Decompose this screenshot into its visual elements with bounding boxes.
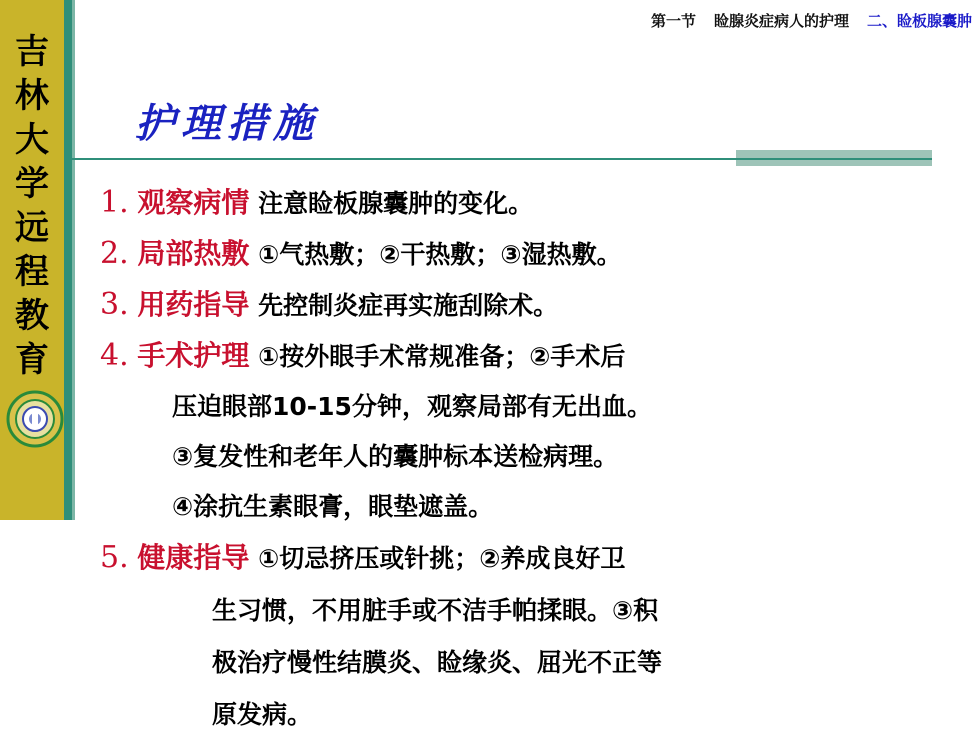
page-title: 护理措施 — [135, 100, 319, 147]
item-number: 3. — [100, 287, 129, 322]
sidebar-border-light — [72, 0, 75, 520]
item-heading: 局部热敷 — [137, 237, 250, 270]
item-text: 注意睑板腺囊肿的变化。 — [258, 189, 534, 218]
item-text-continued: 原发病。 — [212, 700, 313, 729]
item-text-continued: ④涂抗生素眼膏，眼垫遮盖。 — [172, 492, 494, 521]
item-text-continued: ③复发性和老年人的囊肿标本送检病理。 — [172, 442, 619, 471]
list-item — [100, 532, 960, 741]
university-seal-logo — [6, 390, 64, 448]
list-item — [100, 178, 960, 229]
item-number: 1. — [100, 185, 129, 220]
item-heading: 手术护理 — [137, 339, 250, 372]
item-number: 4. — [100, 338, 129, 373]
divider-line — [64, 158, 932, 160]
item-text-continued: 生习惯，不用脏手或不洁手帕揉眼。③积 — [212, 596, 659, 625]
sidebar-char: 林 — [15, 76, 49, 116]
item-text: ①气热敷；②干热敷；③湿热敷。 — [258, 240, 622, 269]
sidebar-border — [64, 0, 72, 520]
list-item — [100, 331, 960, 532]
list-item — [100, 229, 960, 280]
breadcrumb-subtopic: 二、睑板腺囊肿 — [866, 12, 972, 30]
item-text: ①切忌挤压或针挑；②养成良好卫 — [258, 544, 626, 573]
list-item — [100, 280, 960, 331]
sidebar-char: 程 — [15, 252, 49, 292]
item-heading: 观察病情 — [137, 186, 250, 219]
breadcrumb-topic: 睑腺炎症病人的护理 — [713, 12, 849, 30]
sidebar-char: 教 — [15, 296, 49, 336]
sidebar-char: 学 — [15, 164, 49, 204]
sidebar-char: 育 — [15, 340, 49, 380]
sidebar-char: 大 — [15, 120, 49, 160]
content-list — [100, 178, 960, 741]
item-heading: 健康指导 — [137, 541, 250, 574]
sidebar-char: 远 — [15, 208, 49, 248]
sidebar-char: 吉 — [15, 32, 49, 72]
item-number: 5. — [100, 540, 129, 575]
breadcrumb-section: 第一节 — [650, 12, 696, 30]
item-text: 先控制炎症再实施刮除术。 — [258, 291, 559, 320]
item-text-continued: 压迫眼部10-15分钟，观察局部有无出血。 — [172, 392, 652, 421]
breadcrumb — [651, 10, 972, 31]
item-text: ①按外眼手术常规准备；②手术后 — [258, 342, 626, 371]
item-number: 2. — [100, 236, 129, 271]
item-heading: 用药指导 — [137, 288, 250, 321]
sidebar-vertical-title — [10, 30, 54, 382]
item-text-continued: 极治疗慢性结膜炎、睑缘炎、屈光不正等 — [212, 648, 663, 677]
